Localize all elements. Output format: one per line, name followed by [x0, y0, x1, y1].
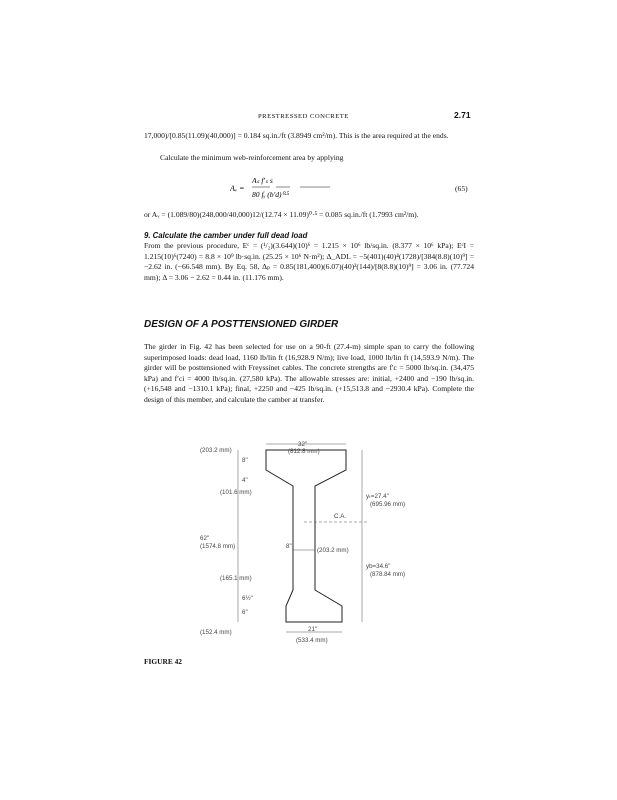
label-top-haunch-mm: (101.6 mm) — [220, 489, 252, 496]
section-heading: DESIGN OF A POSTTENSIONED GIRDER — [144, 319, 339, 330]
paragraph-web-reinforcement: Calculate the minimum web-reinforcement area by applying — [160, 153, 344, 162]
label-yt-mm: (695.96 mm) — [370, 501, 406, 508]
equation-denominator: 80 fᵧ (b′d)⁰·⁵ — [252, 190, 290, 199]
equation-graphic — [230, 174, 420, 200]
label-total-depth: 62" — [200, 535, 210, 542]
label-yt: yₜ=27.4" — [366, 493, 389, 500]
equation-lhs: Aᵥ = — [230, 184, 245, 193]
figure-42-girder-section — [200, 440, 480, 657]
label-total-depth-mm: (1574.8 mm) — [200, 543, 236, 550]
running-title: PRESTRESSED CONCRETE — [258, 113, 349, 120]
label-bottom-width-mm: (533.4 mm) — [296, 637, 328, 644]
equation-numerator: Aₛ f′ₛ s — [252, 176, 273, 185]
label-top-flange-width-mm: (812.8 mm) — [288, 448, 320, 455]
label-top-flange-depth: 8" — [242, 457, 248, 464]
paragraph-camber: From the previous procedure, Eᶜ = (¹/₂)(3.644)(10)⁶ = 1.215 × 10⁶ lb/sq.in. (8.377 × 10⁶ kPa); EᶜI = 1.215(10)⁶(7240) = 8.8 × 10⁹ lb·sq.in. (25.25 × 10⁶ N·m²); Δ_ADL = −5(401)(40)⁴(1728)/[384(8.8)(10)⁹] = −2.62 in. (−66.548 mm). By Eq. 58, Δₚ = 0.85(181,400)(6.07)(40)²(144)/[8(8.8)(10)⁹] = 3.06 in. (77.724 mm); Δ = 3.06 − 2.62 = 0.44 in. (11.176 mm). — [144, 241, 474, 282]
label-bottom-haunch: 6½" — [242, 595, 253, 602]
step-heading: 9. Calculate the camber under full dead load — [144, 231, 308, 240]
label-top-width-mm: (203.2 mm) — [200, 447, 232, 454]
label-top-flange-width: 32" — [298, 441, 308, 448]
label-bottom-width: 21" — [308, 626, 318, 633]
label-web-width: 8" — [286, 543, 292, 550]
girder-cross-section — [200, 440, 480, 652]
label-yb: yb=34.6" — [366, 563, 391, 570]
label-bottom-flange-mm: (152.4 mm) — [200, 629, 232, 636]
page-number: 2.71 — [454, 110, 471, 120]
paragraph-girder-problem: The girder in Fig. 42 has been selected for use on a 90-ft (27.4-m) simple span to carry the following superimposed loads: dead load, 1160 lb/lin ft (16,928.9 N/m); live load, 1000 lb/lin ft (14,593.9 N/m). The girder will be posttensioned with Freyssinet cables. The concrete strengths are f′c = 5000 lb/sq.in. (34,475 kPa) and f′ci = 4000 lb/sq.in. (27,580 kPa). The allowable stresses are: initial, +2400 and −190 lb/sq.in. (+16,548 and −1310.1 kPa); final, +2250 and −425 lb/sq.in. (+15,513.8 and −2930.4 kPa). Complete the design of this member, and calculate the camber at transfer. — [144, 342, 474, 404]
paragraph-web-area-result: or Aᵥ = (1.089/80)(248,000/40,000)12/(12.74 × 11.09)⁰·⁵ = 0.085 sq.in./ft (1.7993 cm²/m). — [144, 210, 419, 219]
equation-number: (65) — [455, 184, 468, 193]
label-top-haunch: 4" — [242, 477, 248, 484]
equation-65 — [230, 174, 420, 202]
label-bottom-flange-depth: 6" — [242, 609, 248, 616]
label-centroid-axis: C.A. — [334, 513, 347, 520]
figure-caption: FIGURE 42 — [144, 657, 182, 666]
label-yb-mm: (878.84 mm) — [370, 571, 406, 578]
paragraph-area-required: 17,000)/[0.85(11.09)(40,000)] = 0.184 sq.in./ft (3.8949 cm²/m). This is the area required at the ends. — [144, 131, 449, 140]
label-web-width-mm: (203.2 mm) — [317, 547, 349, 554]
label-bottom-haunch-mm: (165.1 mm) — [220, 575, 252, 582]
girder-outline — [266, 450, 346, 622]
